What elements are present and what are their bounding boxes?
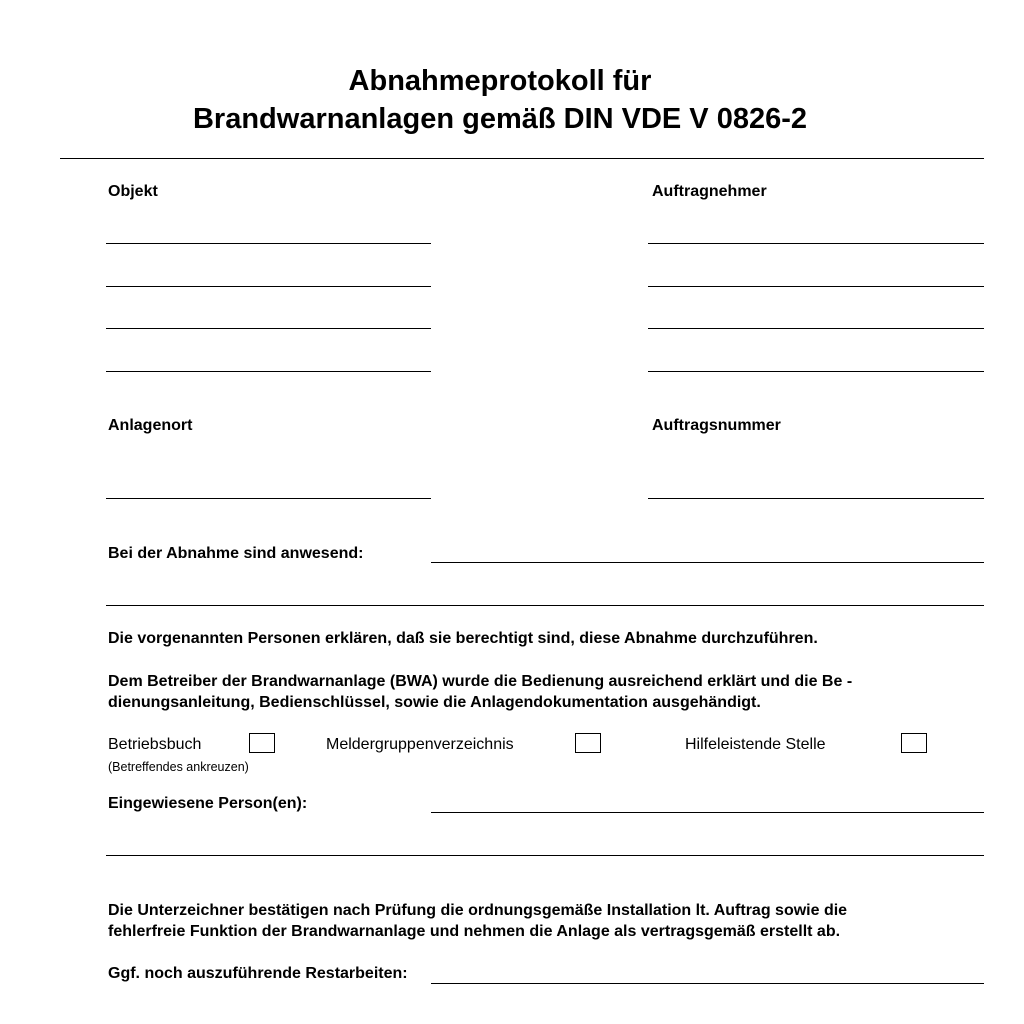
auftragnehmer-field-line-1[interactable] xyxy=(648,243,984,244)
betreiber-statement-line2: dienungsanleitung, Bedienschlüssel, sowie die Anlagendokumentation ausgehändigt. xyxy=(108,694,761,711)
objekt-field-line-4[interactable] xyxy=(106,371,431,372)
restarbeiten-label: Ggf. noch auszuführende Restarbeiten: xyxy=(108,965,408,982)
confirmation-line2: fehlerfreie Funktion der Brandwarnanlage und nehmen die Anlage als vertragsgemäß erstellt ab. xyxy=(108,923,841,940)
objekt-field-line-1[interactable] xyxy=(106,243,431,244)
objekt-field-line-3[interactable] xyxy=(106,328,431,329)
anwesend-label: Bei der Abnahme sind anwesend: xyxy=(108,545,364,562)
restarbeiten-field-line[interactable] xyxy=(431,983,984,984)
auftragsnummer-field-line[interactable] xyxy=(648,498,984,499)
berechtigt-statement: Die vorgenannten Personen erklären, daß sie berechtigt sind, diese Abnahme durchzuführen. xyxy=(108,630,818,647)
auftragnehmer-label: Auftragnehmer xyxy=(652,183,767,200)
title-divider xyxy=(60,158,984,159)
anwesend-field-line-1[interactable] xyxy=(431,562,984,563)
meldergruppen-label: Meldergruppenverzeichnis xyxy=(326,736,514,753)
checkbox-hint: (Betreffendes ankreuzen) xyxy=(108,760,249,774)
hilfeleistende-label: Hilfeleistende Stelle xyxy=(685,736,826,753)
eingewiesen-field-line-1[interactable] xyxy=(431,812,984,813)
betreiber-statement-line1: Dem Betreiber der Brandwarnanlage (BWA) wurde die Bedienung ausreichend erklärt und die Be - xyxy=(108,673,853,690)
anlagenort-label: Anlagenort xyxy=(108,417,193,434)
document-title-line1: Abnahmeprotokoll für xyxy=(348,65,652,97)
auftragnehmer-field-line-3[interactable] xyxy=(648,328,984,329)
document-title-line2: Brandwarnanlagen gemäß DIN VDE V 0826-2 xyxy=(192,103,808,135)
meldergruppen-checkbox[interactable] xyxy=(575,733,601,753)
auftragnehmer-field-line-2[interactable] xyxy=(648,286,984,287)
betriebsbuch-checkbox[interactable] xyxy=(249,733,275,753)
anlagenort-field-line[interactable] xyxy=(106,498,431,499)
confirmation-line1: Die Unterzeichner bestätigen nach Prüfung die ordnungsgemäße Installation lt. Auftrag sowie die xyxy=(108,902,848,919)
auftragnehmer-field-line-4[interactable] xyxy=(648,371,984,372)
betriebsbuch-label: Betriebsbuch xyxy=(108,736,202,753)
anwesend-field-line-2[interactable] xyxy=(106,605,984,606)
eingewiesen-field-line-2[interactable] xyxy=(106,855,984,856)
objekt-label: Objekt xyxy=(108,183,158,200)
objekt-field-line-2[interactable] xyxy=(106,286,431,287)
auftragsnummer-label: Auftragsnummer xyxy=(652,417,781,434)
hilfeleistende-checkbox[interactable] xyxy=(901,733,927,753)
eingewiesen-label: Eingewiesene Person(en): xyxy=(108,795,308,812)
